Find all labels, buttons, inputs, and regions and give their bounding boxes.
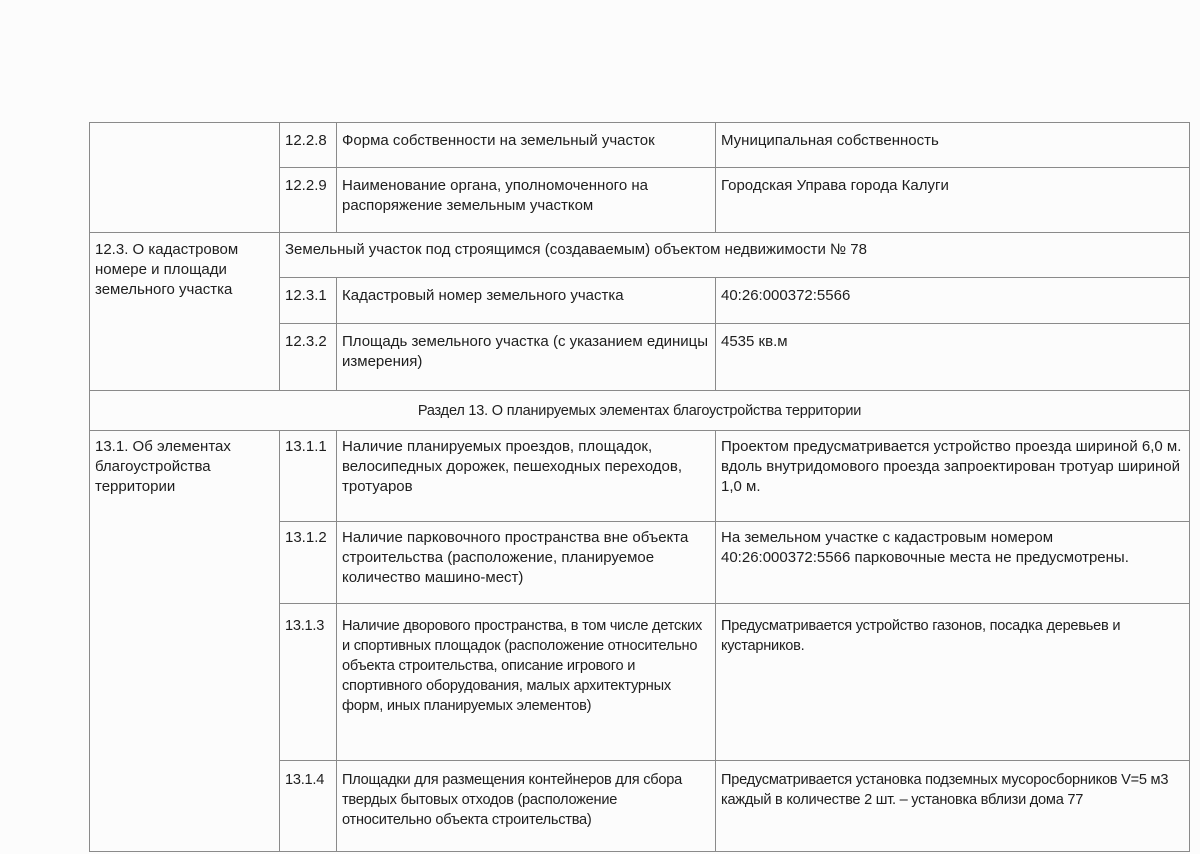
item-number: 12.3.1 (280, 278, 337, 324)
item-value: Городская Управа города Калуги (716, 168, 1190, 233)
subsection-header: Земельный участок под строящимся (создаваемым) объектом недвижимости № 78 (280, 233, 1190, 278)
section-cell-13-1: 13.1. Об элементах благоустройства территории (90, 431, 280, 852)
project-declaration-table (89, 122, 1190, 852)
item-value: Предусматривается установка подземных мусоросборников V=5 м3 каждый в количестве 2 шт. – установка вблизи дома 77 (716, 761, 1190, 852)
item-label: Наличие планируемых проездов, площадок, велосипедных дорожек, пешеходных переходов, тротуаров (337, 431, 716, 522)
item-label: Форма собственности на земельный участок (337, 123, 716, 168)
item-label: Площадь земельного участка (с указанием единицы измерения) (337, 324, 716, 391)
item-value: На земельном участке с кадастровым номером 40:26:000372:5566 парковочные места не предусмотрены. (716, 522, 1190, 604)
item-value: 4535 кв.м (716, 324, 1190, 391)
item-label: Наименование органа, уполномоченного на распоряжение земельным участком (337, 168, 716, 233)
section-title-row (90, 391, 1190, 431)
item-value: Муниципальная собственность (716, 123, 1190, 168)
table-row (90, 123, 1190, 168)
item-number: 12.2.9 (280, 168, 337, 233)
item-number: 12.2.8 (280, 123, 337, 168)
item-label: Наличие парковочного пространства вне объекта строительства (расположение, планируемое количество машино-мест) (337, 522, 716, 604)
item-number: 13.1.1 (280, 431, 337, 522)
section-cell-12-3: 12.3. О кадастровом номере и площади земельного участка (90, 233, 280, 391)
item-label: Кадастровый номер земельного участка (337, 278, 716, 324)
item-label: Площадки для размещения контейнеров для сбора твердых бытовых отходов (расположение относительно объекта строительства) (337, 761, 716, 852)
section-title: Раздел 13. О планируемых элементах благоустройства территории (90, 391, 1190, 431)
section-cell-12-2-continued (90, 123, 280, 233)
table-row (90, 431, 1190, 522)
item-value: Проектом предусматривается устройство проезда шириной 6,0 м. вдоль внутридомового проезда запроектирован тротуар шириной 1,0 м. (716, 431, 1190, 522)
item-value: 40:26:000372:5566 (716, 278, 1190, 324)
item-value: Предусматривается устройство газонов, посадка деревьев и кустарников. (716, 604, 1190, 761)
item-number: 12.3.2 (280, 324, 337, 391)
item-number: 13.1.2 (280, 522, 337, 604)
item-number: 13.1.3 (280, 604, 337, 761)
table-row (90, 233, 1190, 278)
item-number: 13.1.4 (280, 761, 337, 852)
item-label: Наличие дворового пространства, в том числе детских и спортивных площадок (расположение относительно объекта строительства, описание игрового и спортивного оборудования, малых архитектурных форм, иных планируемых элементов) (337, 604, 716, 761)
